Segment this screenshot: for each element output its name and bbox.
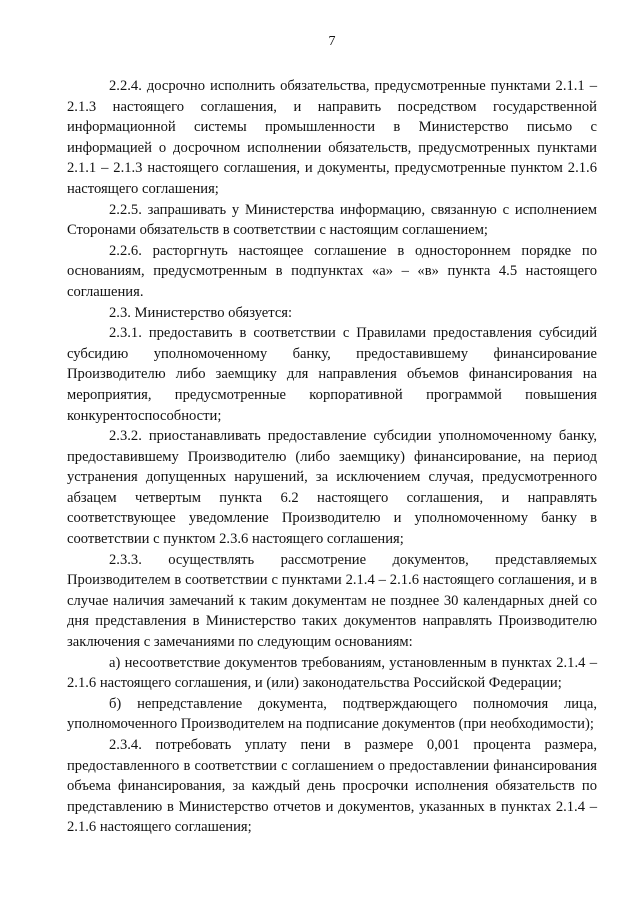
- paragraph-2-2-5: 2.2.5. запрашивать у Министерства информацию, связанную с исполнением Сторонами обязательств в соответствии с настоящим соглашением;: [67, 201, 597, 239]
- paragraph-2-3-3: 2.3.3. осуществлять рассмотрение документов, представляемых Производителем в соответствии с пунктами 2.1.4 – 2.1.6 настоящего соглашения, и в случае наличия замечаний к таким документам не позднее 30 календарных дней со дня представления в Министерство таких документов направлять Производителю заключения с замечаниями по следующим основаниям:: [67, 551, 597, 651]
- paragraph-2-3-2: 2.3.2. приостанавливать предоставление субсидии уполномоченному банку, предоставившему Производителю (либо заемщику) финансирование, на период устранения допущенных нарушений, за исключением случая, предусмотренного абзацем четвертым пункта 6.2 настоящего соглашения, и направлять соответствующее уведомление Производителю и уполномоченному банку в соответствии с пунктом 2.3.6 настоящего соглашения;: [67, 428, 597, 548]
- paragraph-2-3-1: 2.3.1. предоставить в соответствии с Правилами предоставления субсидий субсидию уполномоченному банку, предоставившему финансирование Производителю либо заемщику для направления объемов финансирования на мероприятия, предусмотренные корпоративной программой повышения конкурентоспособности;: [67, 325, 597, 424]
- paragraph-2-3-4: 2.3.4. потребовать уплату пени в размере 0,001 процента размера, предоставленного в соответствии с соглашением о предоставлении финансирования объема финансирования, за каждый день просрочки исполнения обязательств по представлению в Министерство отчетов и документов, указанных в пунктах 2.1.4 – 2.1.6 настоящего соглашения;: [67, 737, 597, 836]
- subitem-b: б) непредставление документа, подтверждающего полномочия лица, уполномоченного Производителем на подписание документов (при необходимости);: [67, 695, 597, 733]
- page-number: 7: [328, 34, 336, 49]
- paragraph-2-2-4: 2.2.4. досрочно исполнить обязательства, предусмотренные пунктами 2.1.1 – 2.1.3 настоящего соглашения, и направить посредством государственной информационной системы промышленности в Министерство письмо с информацией о досрочном исполнении обязательств, предусмотренных пунктами 2.1.1 – 2.1.3 настоящего соглашения, и документы, предусмотренные пунктом 2.1.6 настоящего соглашения;: [67, 78, 597, 197]
- subitem-a: а) несоответствие документов требованиям, установленным в пунктах 2.1.4 – 2.1.6 настоящего соглашения, и (или) законодательства Российской Федерации;: [67, 654, 597, 692]
- paragraph-2-2-6: 2.2.6. расторгнуть настоящее соглашение в одностороннем порядке по основаниям, предусмотренным в подпунктах «а» – «в» пункта 4.5 настоящего соглашения.: [67, 242, 597, 300]
- section-heading-2-3: 2.3. Министерство обязуется:: [109, 304, 293, 321]
